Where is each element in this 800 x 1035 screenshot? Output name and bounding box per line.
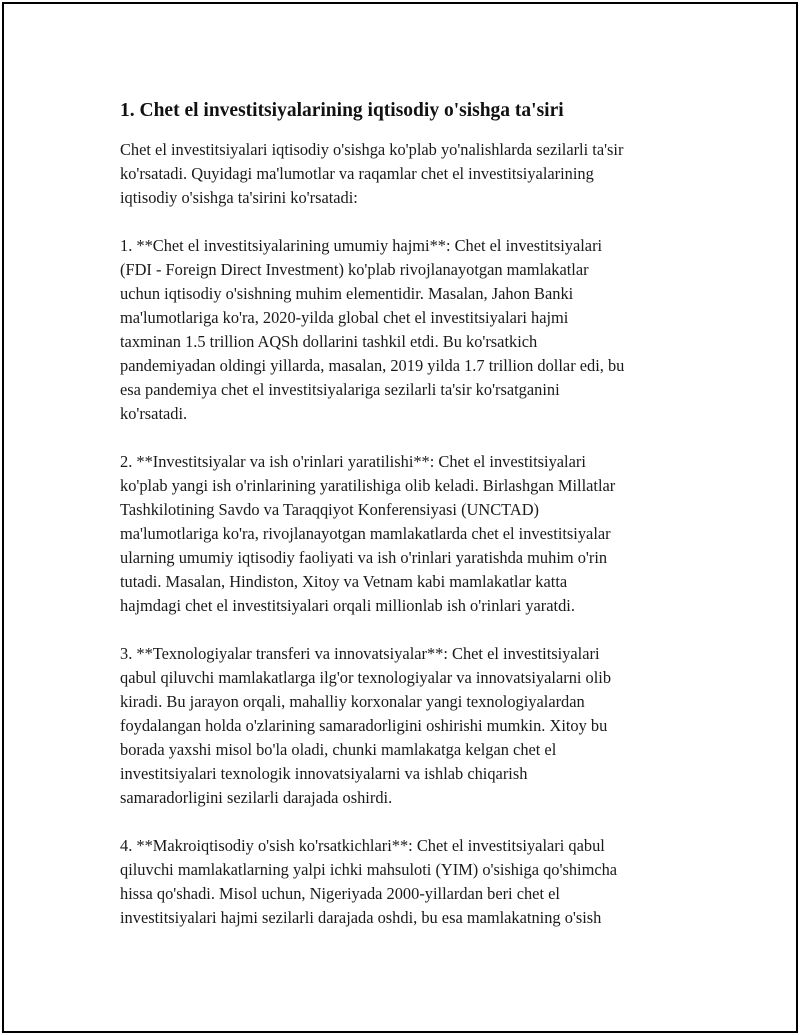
paragraph-item-3: [120, 642, 700, 810]
text-line: pandemiyadan oldingi yillarda, masalan, 2019 yilda 1.7 trillion dollar edi, bu: [120, 356, 625, 375]
text-line: ma'lumotlariga ko'ra, rivojlanayotgan mamlakatlarda chet el investitsiyalar: [120, 524, 611, 543]
text-line: ko'rsatadi.: [120, 404, 188, 423]
text-line: (FDI - Foreign Direct Investment) ko'plab rivojlanayotgan mamlakatlar: [120, 260, 589, 279]
text-line: hissa qo'shadi. Misol uchun, Nigeriyada 2000-yillardan beri chet el: [120, 884, 560, 903]
paragraph-item-4: [120, 834, 700, 930]
section-heading: 1. Chet el investitsiyalarining iqtisodiy o'sishga ta'siri: [120, 100, 564, 121]
text-line: qabul qiluvchi mamlakatlarga ilg'or texnologiyalar va innovatsiyalarni olib: [120, 668, 612, 687]
text-line: 4. **Makroiqtisodiy o'sish ko'rsatkichlari**: Chet el investitsiyalari qabul: [120, 836, 605, 855]
text-line: ularning umumiy iqtisodiy faoliyati va ish o'rinlari yaratishda muhim o'rin: [120, 548, 608, 567]
text-line: investitsiyalari texnologik innovatsiyalarni va ishlab chiqarish: [120, 764, 528, 783]
text-line: uchun iqtisodiy o'sishning muhim elementidir. Masalan, Jahon Banki: [120, 284, 574, 303]
text-line: foydalangan holda o'zlarining samaradorligini oshirishi mumkin. Xitoy bu: [120, 716, 608, 735]
text-line: borada yaxshi misol bo'la oladi, chunki mamlakatga kelgan chet el: [120, 740, 557, 759]
text-line: kiradi. Bu jarayon orqali, mahalliy korxonalar yangi texnologiyalardan: [120, 692, 585, 711]
text-line: esa pandemiya chet el investitsiyalariga sezilarli ta'sir ko'rsatganini: [120, 380, 560, 399]
text-line: qiluvchi mamlakatlarning yalpi ichki mahsuloti (YIM) o'sishiga qo'shimcha: [120, 860, 618, 879]
text-line: hajmdagi chet el investitsiyalari orqali millionlab ish o'rinlari yaratdi.: [120, 596, 575, 615]
text-line: investitsiyalari hajmi sezilarli darajada oshdi, bu esa mamlakatning o'sish: [120, 908, 602, 927]
paragraph-intro: [120, 138, 700, 210]
document-body: [120, 98, 700, 954]
text-line: samaradorligini sezilarli darajada oshirdi.: [120, 788, 393, 807]
text-line: 2. **Investitsiyalar va ish o'rinlari yaratilishi**: Chet el investitsiyalari: [120, 452, 586, 471]
text-line: tutadi. Masalan, Hindiston, Xitoy va Vetnam kabi mamlakatlar katta: [120, 572, 568, 591]
text-line: Chet el investitsiyalari iqtisodiy o'sishga ko'plab yo'nalishlarda sezilarli ta'sir: [120, 140, 624, 159]
text-line: ko'rsatadi. Quyidagi ma'lumotlar va raqamlar chet el investitsiyalarining: [120, 164, 594, 183]
text-line: taxminan 1.5 trillion AQSh dollarini tashkil etdi. Bu ko'rsatkich: [120, 332, 538, 351]
text-line: iqtisodiy o'sishga ta'sirini ko'rsatadi:: [120, 188, 358, 207]
paragraph-item-1: [120, 234, 700, 426]
text-line: ko'plab yangi ish o'rinlarining yaratilishiga olib keladi. Birlashgan Millatlar: [120, 476, 616, 495]
text-line: 1. **Chet el investitsiyalarining umumiy hajmi**: Chet el investitsiyalari: [120, 236, 603, 255]
paragraph-item-2: [120, 450, 700, 618]
text-line: 3. **Texnologiyalar transferi va innovatsiyalar**: Chet el investitsiyalari: [120, 644, 600, 663]
text-line: Tashkilotining Savdo va Taraqqiyot Konferensiyasi (UNCTAD): [120, 500, 539, 519]
page-frame: [2, 2, 798, 1033]
text-line: ma'lumotlariga ko'ra, 2020-yilda global chet el investitsiyalari hajmi: [120, 308, 569, 327]
